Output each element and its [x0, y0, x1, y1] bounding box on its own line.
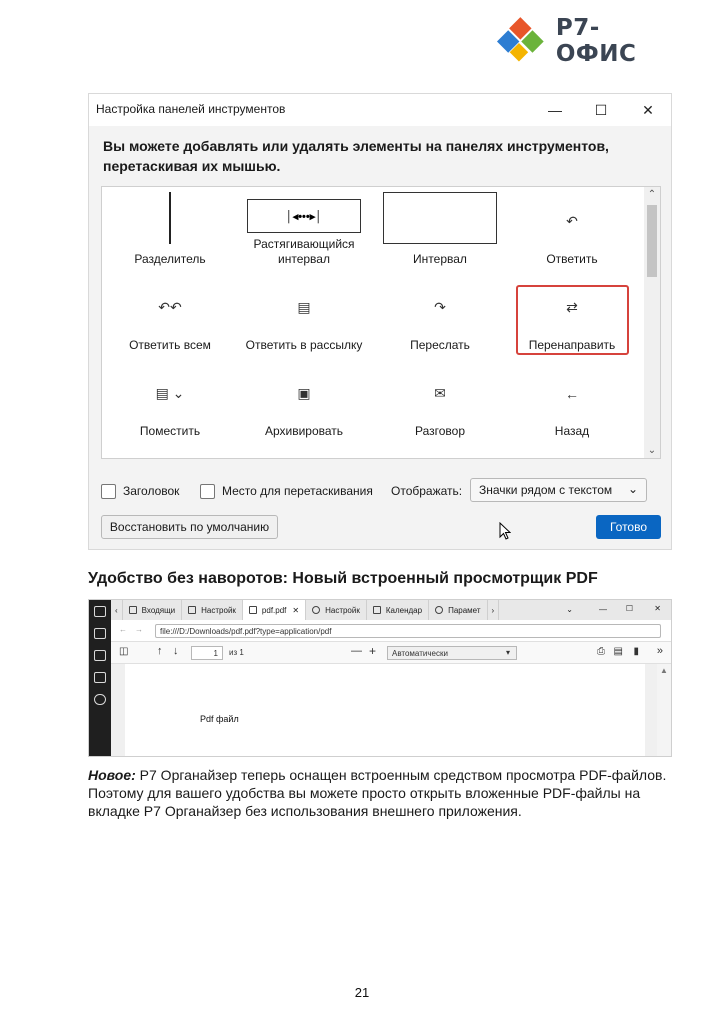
palette-item-label: Переслать	[410, 338, 470, 352]
mouse-cursor-icon	[499, 522, 511, 540]
tab-label: Настройк	[201, 605, 236, 615]
contacts-icon[interactable]	[94, 628, 106, 639]
pdf-page-text: Pdf файл	[200, 714, 239, 724]
archive-icon: ▣	[297, 385, 311, 401]
palette-item-flexible-space[interactable]	[238, 187, 370, 267]
palette-item-space[interactable]	[374, 187, 506, 267]
body-lead: Новое:	[88, 767, 136, 783]
title-checkbox[interactable]	[101, 484, 116, 499]
palette-item-label: Перенаправить	[528, 338, 616, 352]
palette-item-label: Растягивающийся интервал	[253, 237, 355, 266]
palette-item-conversation[interactable]	[374, 359, 506, 439]
tabs-scroll-right-icon[interactable]: ›	[488, 600, 500, 620]
chevron-down-icon: ⌄	[627, 482, 638, 496]
tab-label: Входящи	[141, 605, 176, 615]
done-button[interactable]: Готово	[596, 515, 661, 539]
dialog-title: Настройка панелей инструментов	[96, 102, 286, 116]
tab-calendar[interactable]	[367, 600, 429, 620]
r7-office-logo	[490, 10, 672, 72]
redirect-highlight-box	[516, 285, 629, 355]
mail-icon[interactable]	[94, 606, 106, 617]
palette-item-reply-list[interactable]	[238, 273, 370, 353]
zoom-in-icon[interactable]: +	[369, 644, 377, 658]
more-tools-icon[interactable]: »	[656, 645, 663, 657]
redirect-icon: ⇄	[566, 299, 578, 315]
flexible-space-icon: │◂•••▸│	[247, 199, 361, 233]
logo-mark-icon	[490, 16, 548, 66]
separator-icon	[169, 192, 171, 244]
scroll-down-icon[interactable]: ⌄	[647, 445, 657, 456]
palette-item-label: Архивировать	[264, 424, 344, 438]
show-label: Отображать:	[391, 484, 463, 498]
url-field[interactable]: file:///D:/Downloads/pdf.pdf?type=application/pdf	[155, 624, 661, 638]
page-total: из 1	[229, 648, 244, 657]
file-icon: ▤ ⌄	[155, 385, 185, 401]
show-mode-value: Значки рядом с текстом	[479, 483, 613, 497]
prev-page-icon[interactable]: ↑	[157, 645, 163, 657]
pdf-content-area	[111, 664, 671, 756]
tab-settings-2[interactable]	[306, 600, 367, 620]
drag-space-checkbox-label: Место для перетаскивания	[222, 484, 373, 498]
restore-defaults-button[interactable]: Восстановить по умолчанию	[101, 515, 278, 539]
back-arrow-icon: ←	[565, 386, 579, 402]
settings-icon	[188, 606, 196, 614]
tab-label: Настройк	[325, 605, 360, 615]
show-label-row	[391, 481, 462, 501]
maximize-icon[interactable]: ☐	[625, 604, 633, 613]
palette-item-label: Назад	[554, 424, 590, 438]
pdf-file-icon	[249, 606, 257, 614]
tab-label: Парамет	[448, 605, 481, 615]
palette-item-label: Разговор	[414, 424, 466, 438]
minimize-icon[interactable]: —	[599, 605, 607, 614]
body-text: Р7 Органайзер теперь оснащен встроенным средством просмотра PDF-файлов. Поэтому для вашего удобства вы можете просто открыть вложенные PDF-файлы на вкладке Р7 Органайзер без использования внешнего приложения.	[88, 767, 667, 819]
tab-bar	[111, 600, 671, 620]
palette-item-separator[interactable]	[104, 187, 236, 267]
reply-icon: ↶	[566, 213, 578, 229]
chat-icon[interactable]	[94, 694, 106, 705]
palette-item-label: Ответить	[546, 252, 598, 266]
calendar-icon[interactable]	[94, 650, 106, 661]
palette-item-label: Интервал	[413, 252, 467, 266]
title-checkbox-row[interactable]	[101, 481, 179, 501]
scroll-up-icon[interactable]: ⌃	[647, 189, 657, 200]
tasks-icon[interactable]	[94, 672, 106, 683]
palette-item-reply-all[interactable]	[104, 273, 236, 353]
palette-item-label: Ответить в рассылку	[245, 338, 363, 352]
pdf-scrollbar[interactable]	[657, 664, 671, 756]
url-bar	[111, 620, 671, 642]
logo-text: Р7-ОФИС	[555, 15, 637, 67]
inbox-icon	[129, 606, 137, 614]
maximize-icon[interactable]: ☐	[594, 101, 608, 118]
toolbar-customize-dialog	[88, 93, 672, 550]
close-icon[interactable]: ✕	[642, 101, 654, 118]
close-icon[interactable]: ✕	[654, 604, 661, 613]
pdf-page	[125, 664, 645, 756]
print-icon[interactable]: ⎙	[597, 646, 605, 657]
palette-item-reply[interactable]	[506, 187, 638, 267]
chevron-down-icon: ▾	[505, 648, 510, 657]
palette-item-label: Ответить всем	[129, 338, 211, 352]
tab-parameters[interactable]	[429, 600, 487, 620]
palette-item-file[interactable]	[104, 359, 236, 439]
drag-space-checkbox[interactable]	[200, 484, 215, 499]
palette-item-label: Поместить	[139, 424, 201, 438]
tab-label: pdf.pdf	[261, 605, 287, 615]
bookmark-icon[interactable]: ▮	[633, 646, 639, 657]
tab-close-icon[interactable]: ✕	[292, 605, 300, 615]
next-page-icon[interactable]: ↓	[173, 645, 179, 657]
palette-item-label: Разделитель	[134, 252, 206, 266]
forward-icon: ↷	[434, 299, 446, 315]
forward-icon[interactable]: →	[135, 625, 143, 634]
zoom-out-icon[interactable]: —	[351, 645, 362, 657]
zoom-select[interactable]	[387, 646, 517, 660]
palette-item-forward[interactable]	[374, 273, 506, 353]
tab-label: Календар	[385, 605, 423, 615]
page-number: 21	[354, 985, 370, 1000]
palette-scrollbar[interactable]	[644, 187, 660, 458]
tabs-list-icon[interactable]: ⌄	[566, 605, 573, 614]
tab-pdf[interactable]	[243, 600, 306, 620]
title-checkbox-label: Заголовок	[123, 484, 180, 498]
tabs-scroll-left-icon[interactable]: ‹	[111, 600, 123, 620]
calendar-icon	[373, 606, 381, 614]
scroll-up-icon[interactable]: ▲	[660, 666, 668, 675]
page-number-input[interactable]: 1	[191, 646, 223, 660]
body-paragraph	[88, 766, 672, 820]
section-title: Удобство без наворотов: Новый встроенный просмотрщик PDF	[88, 570, 598, 587]
conversation-icon: ✉	[434, 385, 446, 401]
gear-icon	[312, 606, 320, 614]
scroll-thumb[interactable]	[647, 205, 657, 277]
sidebar-toggle-icon[interactable]: ◫	[119, 646, 129, 657]
minimize-icon[interactable]: —	[548, 102, 562, 118]
palette-item-back[interactable]	[506, 359, 638, 439]
tab-inbox[interactable]	[123, 600, 182, 620]
pdf-viewer-screenshot	[88, 599, 672, 757]
parameters-icon	[435, 606, 443, 614]
tab-settings-1[interactable]	[182, 600, 243, 620]
reply-list-icon: ▤	[297, 299, 311, 315]
pdf-toolbar	[111, 642, 671, 664]
app-sidebar	[89, 600, 111, 756]
dialog-titlebar	[89, 94, 671, 126]
reply-all-icon: ↶↶	[158, 299, 182, 315]
show-mode-select[interactable]	[470, 478, 647, 502]
save-icon[interactable]: ▤	[613, 646, 623, 657]
zoom-value: Автоматически	[392, 649, 448, 658]
toolbar-items-palette	[101, 186, 661, 459]
back-icon[interactable]: ←	[119, 625, 127, 634]
palette-item-archive[interactable]	[238, 359, 370, 439]
drag-space-checkbox-row[interactable]	[200, 481, 373, 501]
space-icon	[383, 192, 497, 244]
dialog-heading: Вы можете добавлять или удалять элементы на панелях инструментов, перетаскивая их мышью.	[103, 138, 609, 174]
